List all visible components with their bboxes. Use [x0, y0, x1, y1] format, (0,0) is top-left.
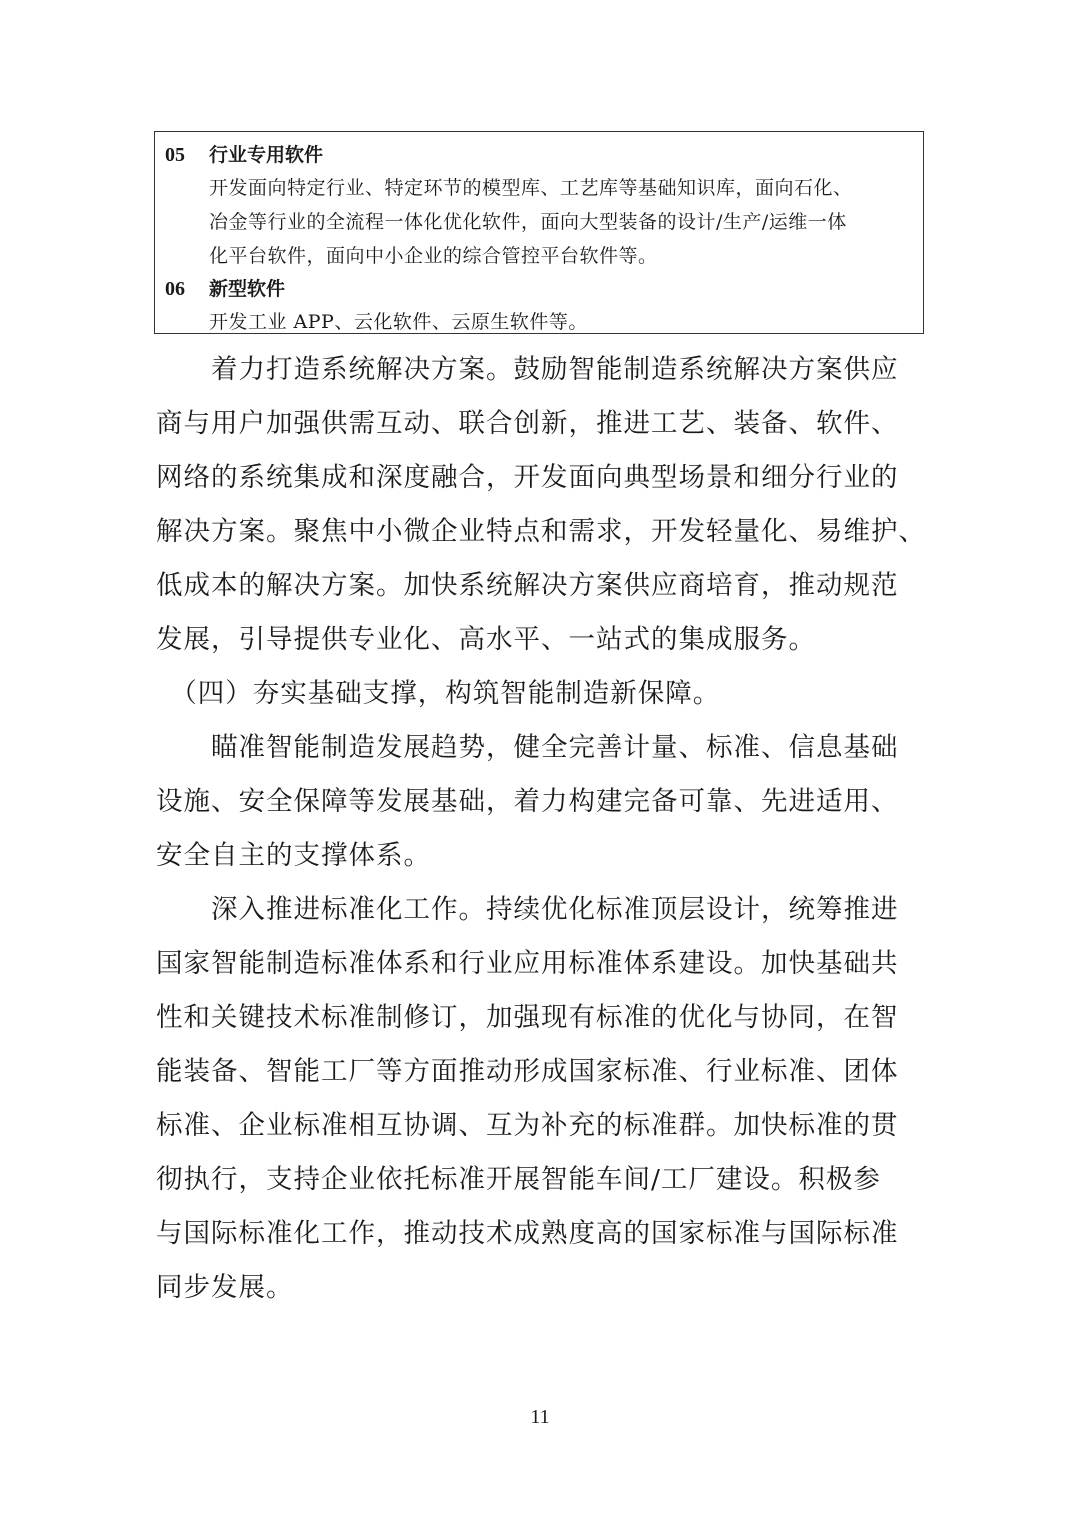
- paragraph-line: 国家智能制造标准体系和行业应用标准体系建设。加快基础共: [156, 948, 899, 979]
- category-heading: [165, 271, 915, 305]
- paragraph-line: 能装备、智能工厂等方面推动形成国家标准、行业标准、团体: [156, 1056, 899, 1087]
- paragraph-line: 安全自主的支撑体系。: [156, 840, 431, 871]
- paragraph-line: 彻执行，支持企业依托标准开展智能车间/工厂建设。积极参: [156, 1164, 881, 1195]
- paragraph-line: 低成本的解决方案。加快系统解决方案供应商培育，推动规范: [156, 570, 899, 601]
- paragraph-line: 同步发展。: [156, 1272, 294, 1303]
- category-number: 05: [165, 144, 185, 166]
- paragraph-line: 性和关键技术标准制修订，加强现有标准的优化与协同，在智: [156, 1002, 899, 1033]
- body-text: [156, 343, 926, 1315]
- category-description-line: 冶金等行业的全流程一体化优化软件，面向大型装备的设计/生产/运维一体: [209, 211, 847, 233]
- software-category-box: [154, 131, 924, 334]
- paragraph-line: 发展，引导提供专业化、高水平、一站式的集成服务。: [156, 624, 816, 655]
- paragraph-line: 商与用户加强供需互动、联合创新，推进工艺、装备、软件、: [156, 408, 899, 439]
- paragraph-line: 着力打造系统解决方案。鼓励智能制造系统解决方案供应: [156, 354, 899, 385]
- paragraph-line: 与国际标准化工作，推动技术成熟度高的国家标准与国际标准: [156, 1218, 899, 1249]
- category-description-line: 化平台软件，面向中小企业的综合管控平台软件等。: [209, 245, 658, 267]
- category-title: 新型软件: [209, 278, 286, 300]
- paragraph-line: 设施、安全保障等发展基础，着力构建完备可靠、先进适用、: [156, 786, 899, 817]
- category-number: 06: [165, 278, 185, 300]
- paragraph-line: 解决方案。聚焦中小微企业特点和需求，开发轻量化、易维护、: [156, 516, 926, 547]
- category-item-06: [165, 271, 915, 339]
- category-description-line: 开发工业 APP、云化软件、云原生软件等。: [209, 311, 588, 333]
- paragraph-line: 标准、企业标准相互协调、互为补充的标准群。加快标准的贯: [156, 1110, 899, 1141]
- page-number: 11: [530, 1406, 550, 1428]
- paragraph-line: 深入推进标准化工作。持续优化标准顶层设计，统筹推进: [156, 894, 899, 925]
- paragraph-line: 瞄准智能制造发展趋势，健全完善计量、标准、信息基础: [156, 732, 899, 763]
- category-heading: [165, 137, 915, 171]
- category-description-line: 开发面向特定行业、特定环节的模型库、工艺库等基础知识库，面向石化、: [209, 177, 853, 199]
- paragraph-line: 网络的系统集成和深度融合，开发面向典型场景和细分行业的: [156, 462, 899, 493]
- category-title: 行业专用软件: [209, 144, 324, 166]
- section-heading: （四）夯实基础支撑，构筑智能制造新保障。: [156, 678, 721, 709]
- category-item-05: [165, 137, 915, 273]
